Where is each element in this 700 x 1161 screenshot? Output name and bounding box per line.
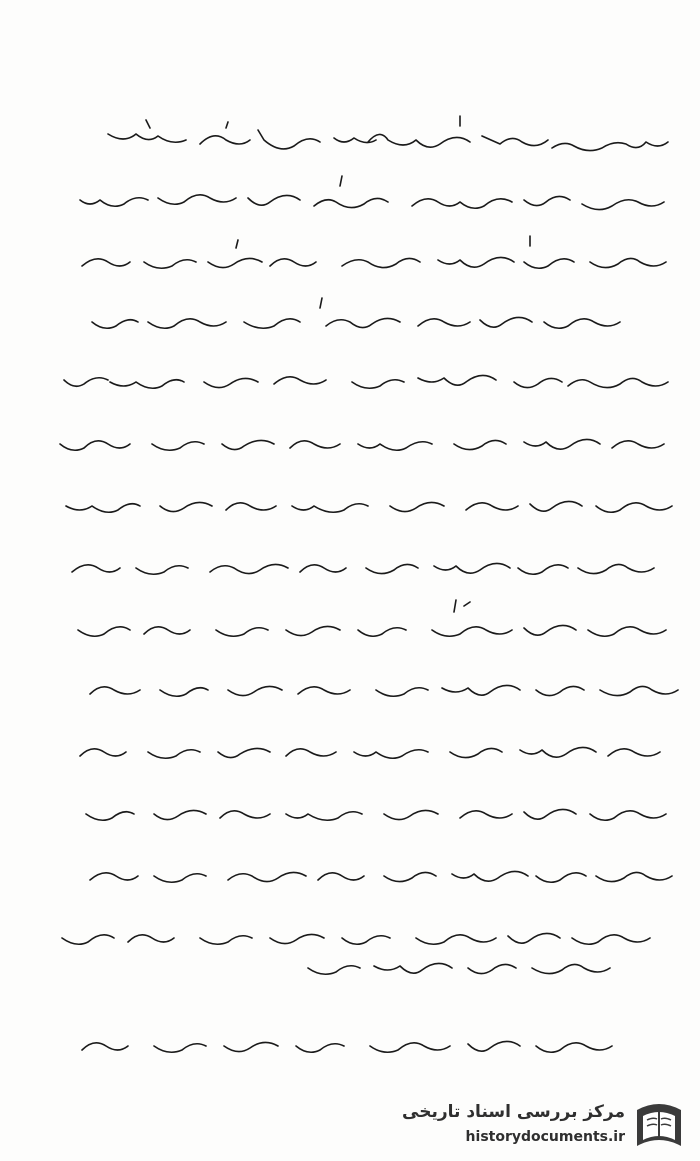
watermark [402, 1096, 695, 1156]
book-emblem-icon [631, 1100, 687, 1152]
watermark-title: مرکز بررسی اسناد تاریخی [402, 1102, 625, 1122]
watermark-url: historydocuments.ir [465, 1129, 625, 1145]
